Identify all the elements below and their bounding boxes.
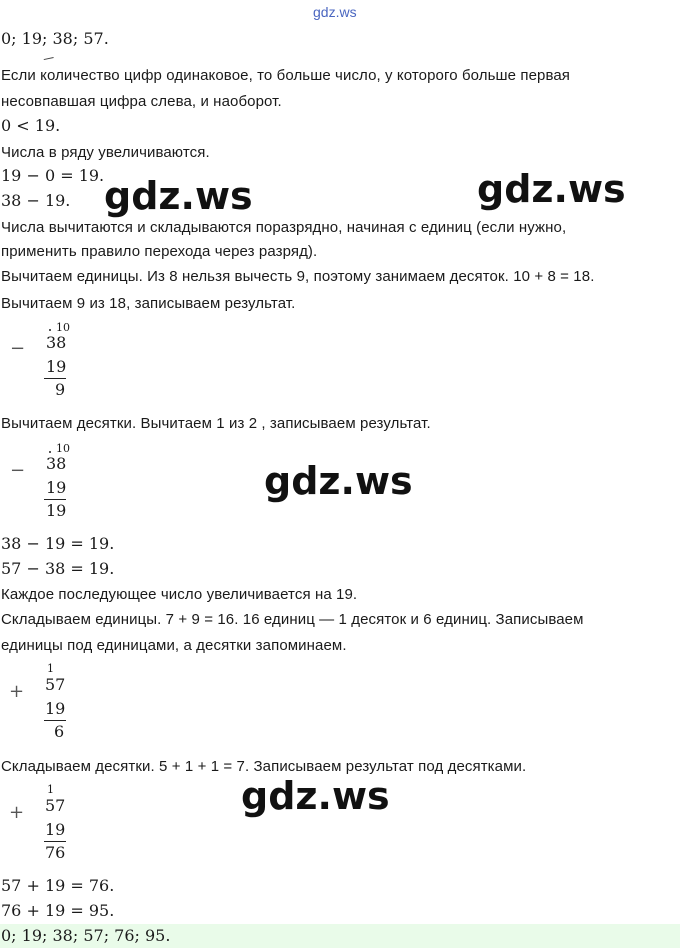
sum-line-2: 76 + 19 = 95. <box>1 901 115 920</box>
increase-line: Числа в ряду увеличиваются. <box>1 144 210 161</box>
sequence-line: 0; 19; 38; 57. <box>1 29 109 48</box>
calc2-bottom: 19 <box>46 478 67 497</box>
pattern-line: Каждое последующее число увеличивается на 19. <box>1 586 358 603</box>
calc2-borrow-dot <box>49 451 51 453</box>
calc4-result: 76 <box>45 843 66 862</box>
comparison-line: 0 < 19. <box>1 116 61 135</box>
calc3-top: 57 <box>45 675 66 694</box>
calc2-result: 19 <box>46 501 67 520</box>
calc4-top: 57 <box>45 796 66 815</box>
calc4-operator: + <box>9 802 25 823</box>
subtract-result-line: Вычитаем 9 из 18, записываем результат. <box>1 295 296 312</box>
answer-line: 0; 19; 38; 57; 76; 95. <box>1 926 171 945</box>
stray-mark <box>44 57 55 63</box>
calc1-carry: 10 <box>56 321 70 334</box>
difference-line: 19 − 0 = 19. <box>1 166 105 185</box>
calc1-borrow-dot <box>49 329 51 331</box>
watermark-3: gdz.ws <box>264 459 413 503</box>
calc1-rule <box>44 378 66 379</box>
calc3-rule <box>44 720 66 721</box>
calc3-operator: + <box>9 681 25 702</box>
calc3-bottom: 19 <box>45 699 66 718</box>
watermark-1: gdz.ws <box>104 174 253 218</box>
method-line-1: Числа вычитаются и складываются поразрядно, начиная с единиц (если нужно, <box>1 219 567 236</box>
calc1-bottom: 19 <box>46 357 67 376</box>
calc4-carry: 1 <box>47 783 54 796</box>
calc4-rule <box>44 841 66 842</box>
add-units-line-2: единицы под единицами, а десятки запоминаем. <box>1 637 347 654</box>
calc3-carry: 1 <box>47 662 54 675</box>
calc2-carry: 10 <box>56 442 70 455</box>
calc2-rule <box>44 499 66 500</box>
calc2-operator: − <box>10 460 26 481</box>
rule-line-2: несовпавшая цифра слева, и наоборот. <box>1 93 282 110</box>
expression-line: 38 − 19. <box>1 191 71 210</box>
add-tens-line: Складываем десятки. 5 + 1 + 1 = 7. Записываем результат под десятками. <box>1 758 527 775</box>
calc4-bottom: 19 <box>45 820 66 839</box>
calc3-result: 6 <box>54 722 65 741</box>
calc1-operator: − <box>10 338 26 359</box>
check-line-2: 57 − 38 = 19. <box>1 559 115 578</box>
subtract-tens-line: Вычитаем десятки. Вычитаем 1 из 2 , записываем результат. <box>1 415 431 432</box>
add-units-line-1: Складываем единицы. 7 + 9 = 16. 16 единиц — 1 десяток и 6 единиц. Записываем <box>1 611 584 628</box>
sum-line-1: 57 + 19 = 76. <box>1 876 115 895</box>
calc2-top: 38 <box>46 454 67 473</box>
check-line-1: 38 − 19 = 19. <box>1 534 115 553</box>
subtract-units-line: Вычитаем единицы. Из 8 нельзя вычесть 9, поэтому занимаем десяток. 10 + 8 = 18. <box>1 268 595 285</box>
calc1-result: 9 <box>55 380 66 399</box>
calc1-top: 38 <box>46 333 67 352</box>
watermark-top: gdz.ws <box>313 4 357 20</box>
rule-line-1: Если количество цифр одинаковое, то больше число, у которого больше первая <box>1 67 571 84</box>
watermark-2: gdz.ws <box>477 167 626 211</box>
watermark-4: gdz.ws <box>241 774 390 818</box>
method-line-2: применить правило перехода через разряд). <box>1 243 318 260</box>
